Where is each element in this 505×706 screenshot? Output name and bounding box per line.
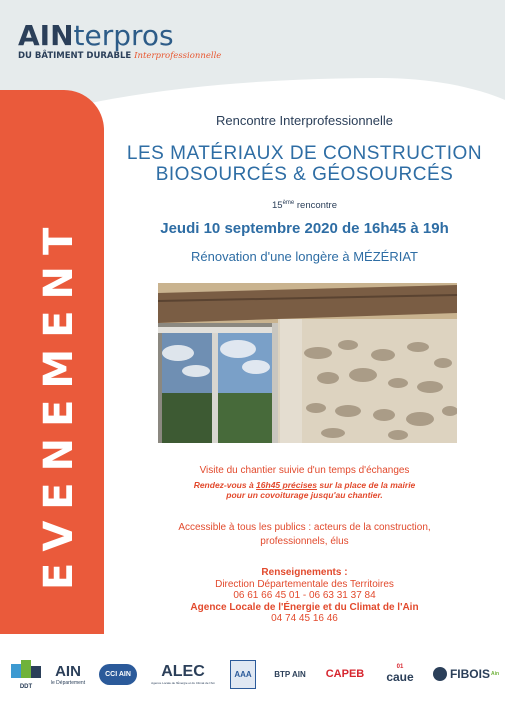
btp-ain-logo [268,652,312,696]
logo-tagline: DU BÂTIMENT DURABLE [18,51,132,61]
logo-wordmark [18,19,208,52]
contact-org1: Direction Départementale des Territoires [215,578,394,590]
fibois-circle-icon [433,667,447,681]
longere-photo [158,283,457,443]
contact-org2: Agence Locale de l'Énergie et du Climat de l'Ain [190,601,419,613]
caue-logo [378,652,422,696]
ain-label: AIN [55,662,81,680]
edition-number: 15 [271,200,283,212]
ddt-logo [6,652,46,696]
access-line2: professionnels, élus [260,536,349,547]
rdv-post: sur la place de la mairie [317,480,416,490]
cci-label: CCI AIN [99,664,137,685]
contact-info [104,567,505,625]
partner-logos [0,652,505,696]
visit-info: Visite du chantier suivie d'un temps d'échanges [199,465,410,476]
contact-phone1: 06 61 66 45 01 - 06 63 31 37 84 [233,590,376,601]
logo-tagline-row [18,51,222,61]
logo-bold: AIN [18,19,74,52]
rdv-pre: Rendez-vous à [193,480,257,490]
logo-rest: terpros [73,19,174,52]
alec-sub-label: Agence Locale de l'Énergie et du Climat de l'Ain [151,681,215,685]
event-title [104,143,505,185]
event-kicker: Rencontre Interprofessionnelle [215,113,394,128]
caue-number: 01 [396,664,404,670]
fibois-logo [430,652,502,696]
alec-label: ALEC [161,663,205,680]
contact-phone2: 04 74 45 16 46 [271,613,338,624]
ddt-label: DDT [19,684,33,690]
capeb-label: CAPEB [325,668,365,680]
cci-ain-logo [93,652,143,696]
contact-heading: Renseignements : [261,567,348,578]
rdv-time: 16h45 précises [256,480,318,490]
ain-department-logo [48,652,88,696]
aaa-logo [228,652,258,696]
access-info [104,521,505,549]
edition-text: rencontre [296,200,338,212]
fibois-label: FIBOIS [449,667,490,681]
logo-script: Interprofessionnelle [134,51,222,61]
event-title-line1: LES MATÉRIAUX DE CONSTRUCTION [126,143,483,164]
rdv-info [104,481,505,500]
aaa-label: AAA [230,660,255,689]
longere-photo-illustration [158,283,457,443]
event-edition [104,200,505,211]
access-line1: Accessible à tous les publics : acteurs de la construction, [178,522,431,533]
edition-suffix: ème [282,200,295,206]
event-title-line2: BIOSOURCÉS & GÉOSOURCÉS [155,164,454,185]
ainterpros-logo [18,19,222,61]
fibois-sub-label: Ain [490,671,500,677]
btp-label: BTP AIN [274,669,306,679]
caue-label: caue [386,670,414,684]
ddt-emblem-icon [9,658,43,684]
ain-sub-label: le Département [50,679,86,686]
rdv-line2: pour un covoiturage jusqu'au chantier. [226,489,383,500]
capeb-logo [318,652,372,696]
event-subtitle: Rénovation d'une longère à MÉZÉRIAT [191,249,418,264]
alec-logo [148,652,218,696]
side-banner-text: EVENEMENT [36,216,82,590]
event-date: Jeudi 10 septembre 2020 de 16h45 à 19h [160,220,449,237]
